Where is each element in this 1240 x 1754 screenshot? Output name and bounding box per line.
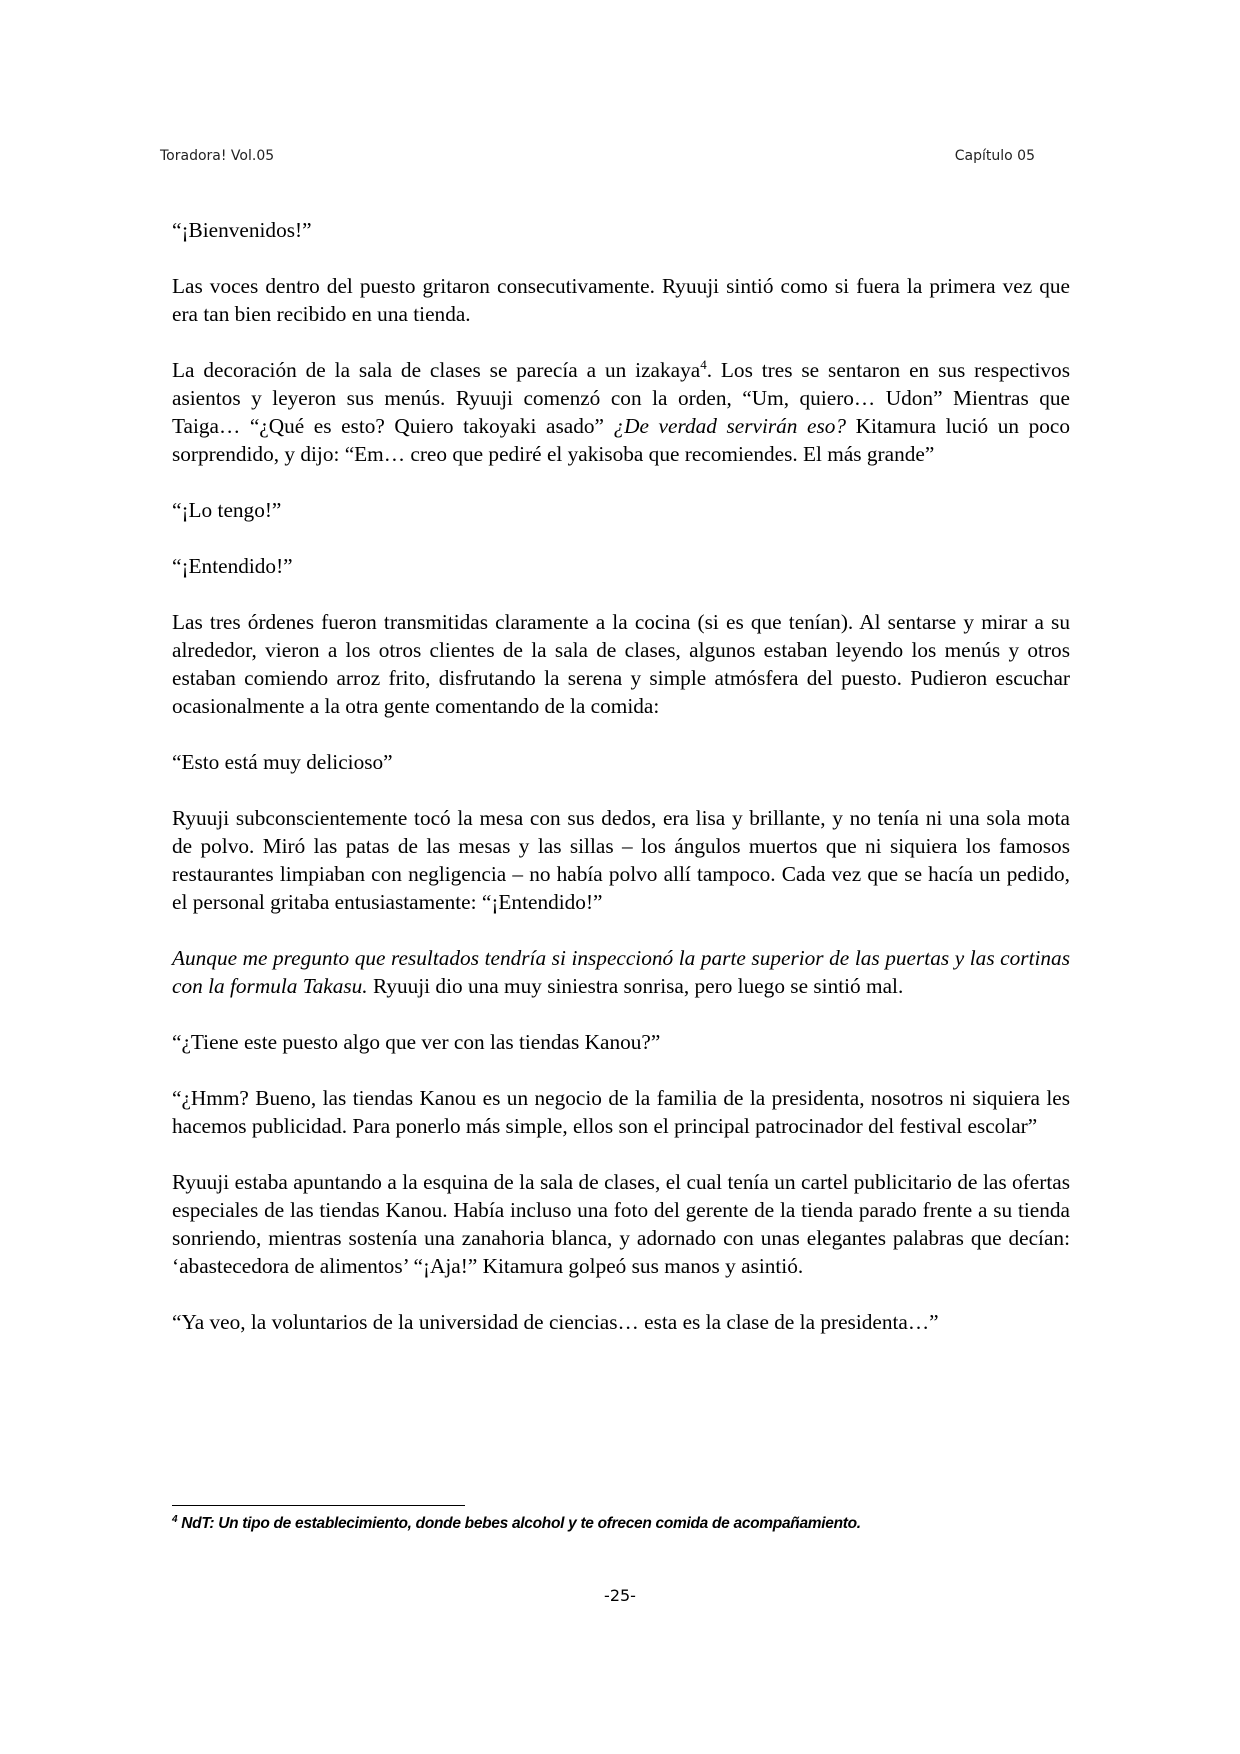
paragraph: “¿Tiene este puesto algo que ver con las tiendas Kanou?” bbox=[172, 1030, 661, 1054]
paragraph: “¡Bienvenidos!” bbox=[172, 218, 312, 242]
footnote-divider bbox=[172, 1505, 465, 1506]
header-book-title: Toradora! Vol.05 bbox=[160, 148, 275, 164]
paragraph: “Ya veo, la voluntarios de la universidad de ciencias… esta es la clase de la presidenta…” bbox=[172, 1310, 939, 1334]
paragraph: “¡Entendido!” bbox=[172, 554, 293, 578]
paragraph: “¡Lo tengo!” bbox=[172, 498, 282, 522]
paragraph: “Esto está muy delicioso” bbox=[172, 750, 393, 774]
paragraph-text: La decoración de la sala de clases se parecía a un izakaya bbox=[172, 358, 701, 382]
header-chapter: Capítulo 05 bbox=[954, 148, 1035, 164]
paragraph: Ryuuji subconscientemente tocó la mesa con sus dedos, era lisa y brillante, y no tenía ni una sola mota de polvo. Miró las patas de las mesas y las sillas – los ángulos muertos que ni siquiera los famosos restaurantes limpiaban con negligencia – no había polvo allí tampoco. Cada vez que se hacía un pedido, el personal gritaba entusiastamente: “¡Entendido!” bbox=[172, 806, 1070, 914]
italic-thought: Aunque me pregunto que resultados tendría si inspeccionó la parte superior de las puertas y las cortinas con la formula Takasu. bbox=[172, 946, 1070, 998]
footnote bbox=[172, 1515, 1070, 1533]
footnote-reference: 4 bbox=[700, 356, 707, 372]
paragraph: Ryuuji estaba apuntando a la esquina de la sala de clases, el cual tenía un cartel publicitario de las ofertas especiales de las tiendas Kanou. Había incluso una foto del gerente de la tienda parado frente a su tienda sonriendo, mientras sostenía una zanahoria blanca, y adornado con unas elegantes palabras que decían: ‘abastecedora de alimentos’ “¡Aja!” Kitamura golpeó sus manos y asintió. bbox=[172, 1170, 1070, 1278]
body-text bbox=[172, 216, 1070, 1364]
paragraph bbox=[172, 944, 1070, 1000]
paragraph bbox=[172, 356, 1070, 468]
paragraph-text: Kitamura lució un poco sorprendido, y dijo: “Em… creo que pediré el yakisoba que recomiendes. El más grande” bbox=[172, 414, 1071, 466]
paragraph: Las tres órdenes fueron transmitidas claramente a la cocina (si es que tenían). Al sentarse y mirar a su alrededor, vieron a los otros clientes de la sala de clases, algunos estaban leyendo los menús y otros estaban comiendo arroz frito, disfrutando la serena y simple atmósfera del puesto. Pudieron escuchar ocasionalmente a la otra gente comentando de la comida: bbox=[172, 610, 1070, 718]
footnote-number: 4 bbox=[172, 1513, 178, 1525]
paragraph-text: Ryuuji dio una muy siniestra sonrisa, pero luego se sintió mal. bbox=[367, 974, 904, 998]
paragraph-text: . Los tres se sentaron en sus respectivos asientos y leyeron sus menús. Ryuuji comenzó con la orden, “Um, quiero… Udon” Mientras que Taiga… “¿Qué es esto? Quiero takoyaki asado” bbox=[172, 358, 1070, 438]
italic-thought: ¿De verdad servirán eso? bbox=[613, 414, 847, 438]
page-number: -25- bbox=[604, 1586, 636, 1605]
running-header bbox=[160, 148, 1035, 164]
footnote-text: NdT: Un tipo de establecimiento, donde bebes alcohol y te ofrecen comida de acompañamiento. bbox=[177, 1515, 861, 1532]
paragraph: Las voces dentro del puesto gritaron consecutivamente. Ryuuji sintió como si fuera la primera vez que era tan bien recibido en una tienda. bbox=[172, 274, 1070, 326]
paragraph: “¿Hmm? Bueno, las tiendas Kanou es un negocio de la familia de la presidenta, nosotros ni siquiera les hacemos publicidad. Para ponerlo más simple, ellos son el principal patrocinador del festival escolar” bbox=[172, 1086, 1070, 1138]
